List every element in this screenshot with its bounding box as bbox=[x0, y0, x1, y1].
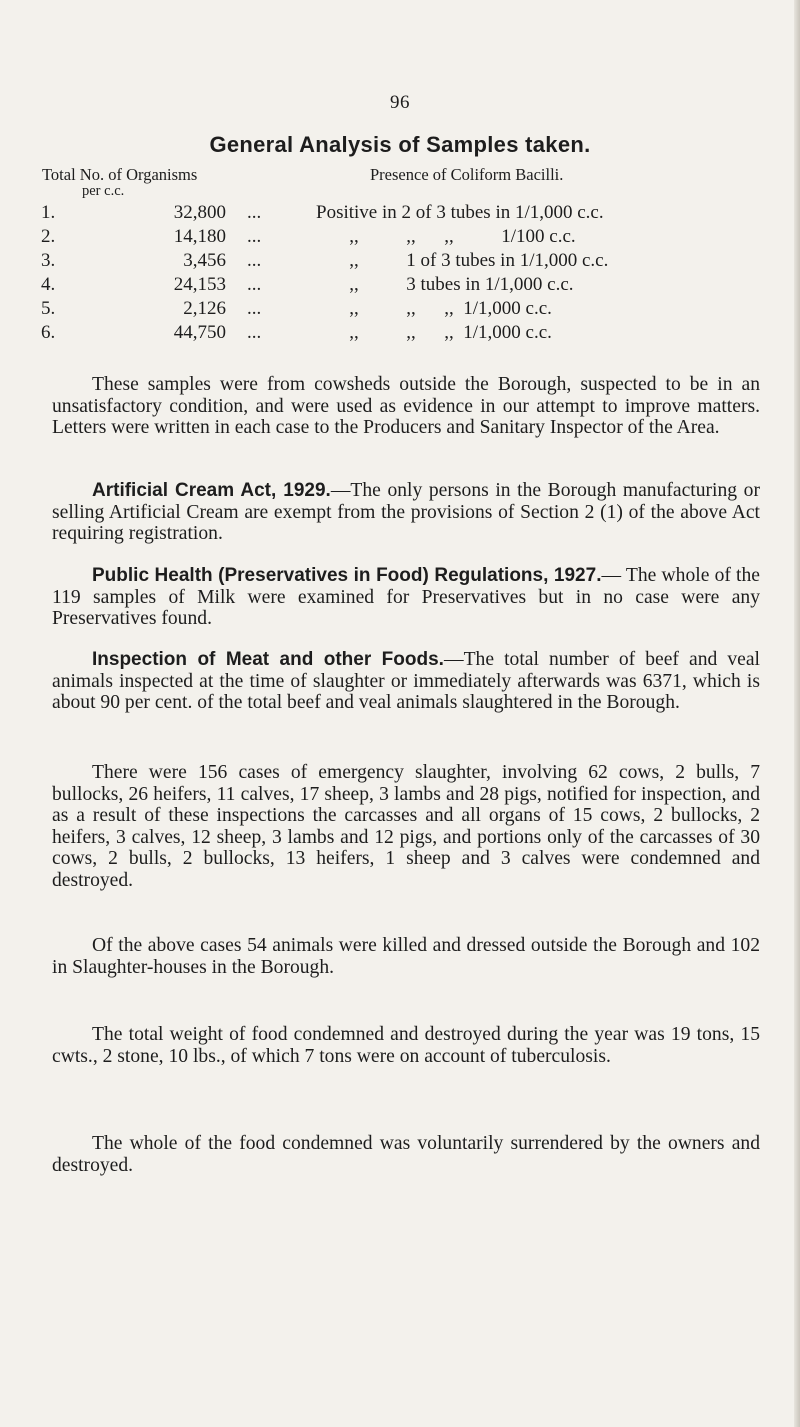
paragraph-artificial-cream-body: —The only persons in the Borough manufacturing or selling Artificial Cream are exempt from the provisions of Section 2 (1) of the above Act requiring registration. bbox=[52, 480, 761, 544]
page-edge-shadow bbox=[794, 0, 800, 1427]
table-title: General Analysis of Samples taken. bbox=[209, 132, 591, 157]
column-header-coliform: Presence of Coliform Bacilli. bbox=[370, 165, 564, 184]
paragraph-meat-inspection-body: —The total number of beef and veal animals inspected at the time of slaughter or immediately afterwards was 6371, which is about 90 per cent. of the total beef and veal animals slaughtered in the Borough. bbox=[52, 649, 760, 713]
column-subheader-per-cc: per c.c. bbox=[82, 183, 125, 199]
leader-dots: ... bbox=[247, 322, 262, 343]
leader-dots: ... bbox=[247, 274, 262, 295]
paragraph-killed-outside: Of the above cases 54 animals were killed and dressed outside the Borough and 102 in Slaughter-houses in the Borough. bbox=[52, 935, 760, 978]
page-number: 96 bbox=[390, 92, 410, 113]
paragraph-emergency-slaughter: There were 156 cases of emergency slaughter, involving 62 cows, 2 bulls, 7 bullocks, 26 heifers, 11 calves, 17 sheep, 3 lambs and 28 pigs, notified for inspection, and as a result of these inspections the carcasses and all organs of 15 cows, 2 bullocks, 2 heifers, 3 calves, 12 sheep, 3 lambs and 12 pigs, and portions only of the carcasses of 30 cows, 2 bulls, 2 bullocks, 13 heifers, 1 sheep and 3 calves were condemned and destroyed. bbox=[52, 762, 760, 891]
coliform-result: Positive in 2 of 3 tubes in 1/1,000 c.c. bbox=[316, 202, 604, 223]
row-number: 3. bbox=[41, 250, 56, 271]
leader-dots: ... bbox=[247, 250, 262, 271]
paragraph-meat-inspection bbox=[52, 649, 760, 714]
paragraph-preservatives-body: — The whole of the 119 samples of Milk were examined for Preservatives but in no case were any Preservatives found. bbox=[52, 565, 760, 629]
row-number: 5. bbox=[41, 298, 56, 319]
organism-count: 2,126 bbox=[183, 298, 226, 319]
organism-count: 44,750 bbox=[173, 322, 226, 343]
section-heading-preservatives: Public Health (Preservatives in Food) Regulations, 1927. bbox=[92, 565, 602, 586]
row-number: 4. bbox=[41, 274, 56, 295]
section-heading-artificial-cream: Artificial Cream Act, 1929. bbox=[92, 480, 331, 501]
column-header-organisms-label: Total No. of Organisms bbox=[42, 165, 198, 184]
paragraph-cowsheds: These samples were from cowsheds outside the Borough, suspected to be in an unsatisfactory condition, and were used as evidence in our attempt to improve matters. Letters were written in each case to the Producers and Sanitary Inspector of the Area. bbox=[52, 374, 760, 438]
table-row bbox=[0, 322, 800, 344]
paragraph-total-weight: The total weight of food condemned and destroyed during the year was 19 tons, 15 cwts., 2 stone, 10 lbs., of which 7 tons were on account of tuberculosis. bbox=[52, 1024, 760, 1067]
row-number: 1. bbox=[41, 202, 56, 223]
organism-count: 32,800 bbox=[173, 202, 226, 223]
table-row bbox=[0, 250, 800, 272]
coliform-result: ,, 1 of 3 tubes in 1/1,000 c.c. bbox=[316, 250, 609, 271]
organism-count: 14,180 bbox=[173, 226, 226, 247]
table-row bbox=[0, 274, 800, 296]
coliform-result: ,, 3 tubes in 1/1,000 c.c. bbox=[316, 274, 574, 295]
paragraph-voluntary-surrender: The whole of the food condemned was voluntarily surrendered by the owners and destroyed. bbox=[52, 1133, 760, 1176]
table-row bbox=[0, 226, 800, 248]
table-row bbox=[0, 202, 800, 224]
coliform-result: ,, ,, ,, 1/1,000 c.c. bbox=[316, 322, 552, 343]
row-number: 6. bbox=[41, 322, 56, 343]
organism-count: 3,456 bbox=[183, 250, 226, 271]
leader-dots: ... bbox=[247, 226, 262, 247]
leader-dots: ... bbox=[247, 298, 262, 319]
section-heading-meat-inspection: Inspection of Meat and other Foods. bbox=[92, 649, 444, 670]
organism-count: 24,153 bbox=[173, 274, 226, 295]
coliform-result: ,, ,, ,, 1/1,000 c.c. bbox=[316, 298, 552, 319]
row-number: 2. bbox=[41, 226, 56, 247]
table-row bbox=[0, 298, 800, 320]
column-header-organisms bbox=[42, 165, 198, 199]
paragraph-preservatives bbox=[52, 565, 760, 630]
coliform-result: ,, ,, ,, 1/100 c.c. bbox=[316, 226, 576, 247]
leader-dots: ... bbox=[247, 202, 262, 223]
paragraph-artificial-cream bbox=[52, 480, 760, 545]
